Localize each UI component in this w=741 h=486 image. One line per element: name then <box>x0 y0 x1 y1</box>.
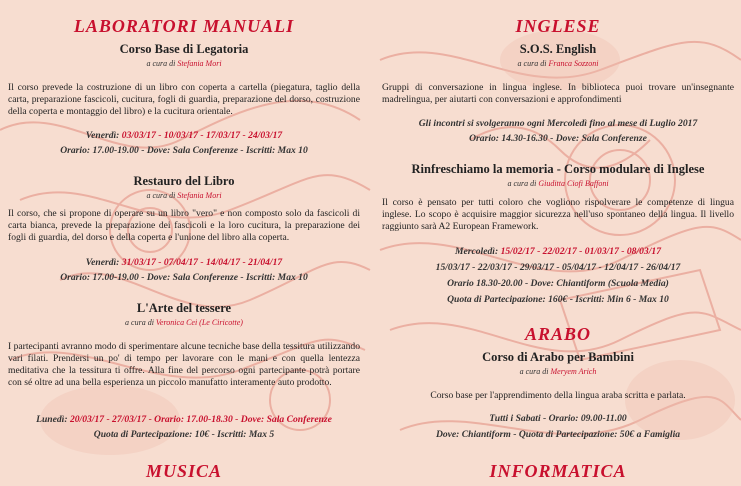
course-author-legatoria: a cura di Stefania Mori <box>146 59 222 68</box>
course-description-tessere: I partecipanti avranno modo di sperimentare alcune tecniche base della tessitura utilizzando vari filati. Prendersi un po' di tempo per lavorare con le mani e con quella lentezza meditativa che la tessitura ti offre. Alla fine del percorso ogni partecipante potrà portare con sé oltre ad una bella esperienza un piccolo manufatto interamente auto prodotto. <box>8 341 360 388</box>
course-title-legatoria: Corso Base di Legatoria <box>119 42 249 56</box>
course-title-sos-english: S.O.S. English <box>519 42 597 56</box>
course-author-tessere: a cura di Veronica Cei (Le Ciricotte) <box>125 318 243 327</box>
course-dates-restauro: Venerdì: 31/03/17 - 07/04/17 - 14/04/17 - 21/04/17 <box>85 257 283 268</box>
course-title-arabo-bambini: Corso di Arabo per Bambini <box>482 350 634 364</box>
course-description-rinfreschiamo: Il corso è pensato per tutti coloro che vogliono rispolverare le competenze di lingua inglese. Lo scopo è acquisire maggior sicurezza nell'uso spontaneo della lingua. Il livello raggiunto sarà A2 European Framework. <box>382 197 734 232</box>
course-description-arabo-bambini: Corso base per l'apprendimento della lingua araba scritta e parlata. <box>430 390 686 401</box>
course-dates-rinfreschiamo-1: Mercoledì: 15/02/17 - 22/02/17 - 01/03/17 - 08/03/17 <box>454 246 661 257</box>
section-title-musica: MUSICA <box>145 461 223 481</box>
course-dates-rinfreschiamo-2: 15/03/17 - 22/03/17 - 29/03/17 - 05/04/17 - 12/04/17 - 26/04/17 <box>435 262 681 273</box>
section-title-arabo: ARABO <box>524 324 592 344</box>
course-schedule-legatoria: Orario: 17.00-19.00 - Dove: Sala Conferenze - Iscritti: Max 10 <box>60 145 308 156</box>
section-title-laboratori: LABORATORI MANUALI <box>73 16 295 36</box>
course-author-arabo-bambini: a cura di Meryem Arich <box>519 367 597 376</box>
course-title-tessere: L'Arte del tessere <box>136 301 232 315</box>
course-fee-rinfreschiamo: Quota di Partecipazione: 160€ - Iscritti: Min 6 - Max 10 <box>447 294 669 305</box>
course-when-arabo-bambini: Tutti i Sabati - Orario: 09.00-11.00 <box>489 413 627 424</box>
section-title-inglese: INGLESE <box>515 16 601 36</box>
course-title-restauro: Restauro del Libro <box>133 174 235 188</box>
course-fee-tessere: Quota di Partecipazione: 10€ - Iscritti: Max 5 <box>93 429 275 440</box>
course-schedule-rinfreschiamo: Orario 18.30-20.00 - Dove: Chiantiform (Scuola Media) <box>447 278 669 289</box>
course-dates-tessere: Lunedì: 20/03/17 - 27/03/17 - Orario: 17.00-18.30 - Dove: Sala Conferenze <box>36 414 332 425</box>
course-author-restauro: a cura di Stefania Mori <box>146 191 222 200</box>
course-schedule-sos-english: Orario: 14.30-16.30 - Dove: Sala Conferenze <box>469 133 647 144</box>
course-description-sos-english: Gruppi di conversazione in lingua inglese. In biblioteca puoi trovare un'insegnante madrelingua, per aiutarti con conversazioni e approfondimenti <box>382 82 734 105</box>
course-schedule-restauro: Orario: 17.00-19.00 - Dove: Sala Conferenze - Iscritti: Max 10 <box>60 272 308 283</box>
course-when-sos-english: Gli incontri si svolgeranno ogni Mercoledì fino al mese di Luglio 2017 <box>418 118 698 129</box>
course-author-sos-english: a cura di Franca Sozzoni <box>517 59 599 68</box>
course-title-rinfreschiamo: Rinfreschiamo la memoria - Corso modulare di Inglese <box>411 162 705 176</box>
course-dates-legatoria: Venerdì: 03/03/17 - 10/03/17 - 17/03/17 - 24/03/17 <box>85 130 283 141</box>
course-author-rinfreschiamo: a cura di Giuditta Ciofi Baffoni <box>507 179 609 188</box>
course-description-restauro: Il corso, che si propone di operare su un libro "vero" e non composto solo da fascicoli di carta bianca, prevede la preparazione dei fascicoli e la loro cucitura, la preparazione dei fogli di guardia, del dorso e della coperta e l'unione del libro alla coperta. <box>8 208 360 243</box>
section-title-informatica: INFORMATICA <box>489 461 627 481</box>
course-description-legatoria: Il corso prevede la costruzione di un libro con coperta a cartella (piegatura, taglio della carta, preparazione fascicoli, cucitura, fogli di guardia, preparazione del dorso, costruzione della coperta e montaggio del libro) e la cucitura orientale. <box>8 82 360 117</box>
course-fee-arabo-bambini: Dove: Chiantiform - Quota di Partecipazione: 50€ a Famiglia <box>435 429 681 440</box>
